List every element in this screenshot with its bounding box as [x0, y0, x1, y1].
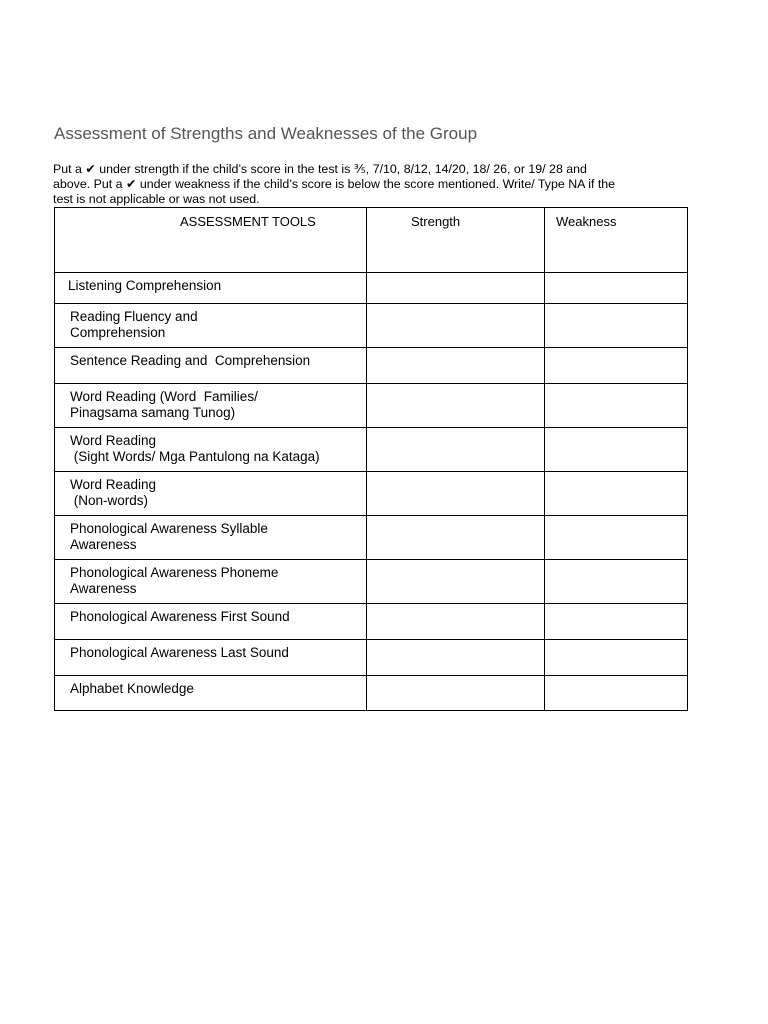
table-row — [55, 516, 688, 560]
tool-name-line-1: Reading Fluency and — [70, 309, 198, 324]
weakness-cell[interactable] — [545, 640, 688, 676]
instructions — [53, 162, 722, 207]
tool-name-line-1: Phonological Awareness Phoneme — [70, 565, 279, 580]
tool-name — [55, 516, 367, 560]
table-header-row — [55, 208, 688, 273]
tool-name-line-1: Word Reading (Word Families/ — [70, 389, 258, 404]
strength-cell[interactable] — [367, 472, 545, 516]
instructions-line-3: test is not applicable or was not used. — [53, 192, 260, 206]
tool-name-line-1: Sentence Reading and Comprehension — [70, 353, 311, 368]
weakness-cell[interactable] — [545, 304, 688, 348]
instructions-line-1: Put a ✔ under strength if the child’s score in the test is ⅗, 7/10, 8/12, 14/20, 18/ 26, or 19/ 28 and — [53, 162, 587, 176]
tool-name — [55, 348, 367, 384]
weakness-cell[interactable] — [545, 273, 688, 304]
tool-name — [55, 640, 367, 676]
table-row — [55, 304, 688, 348]
weakness-cell[interactable] — [545, 384, 688, 428]
weakness-cell[interactable] — [545, 676, 688, 711]
table-row — [55, 472, 688, 516]
tool-name-line-1: Phonological Awareness First Sound — [70, 609, 290, 624]
table-row — [55, 676, 688, 711]
tool-name-line-1: Listening Comprehension — [68, 278, 222, 293]
tool-name-line-1: Word Reading — [70, 477, 157, 492]
assessment-table — [54, 207, 688, 711]
tool-name-line-1: Phonological Awareness Last Sound — [70, 645, 289, 660]
tool-name — [55, 273, 367, 304]
weakness-cell[interactable] — [545, 348, 688, 384]
tool-name — [55, 560, 367, 604]
strength-cell[interactable] — [367, 560, 545, 604]
tool-name-line-1: Word Reading — [70, 433, 157, 448]
strength-cell[interactable] — [367, 384, 545, 428]
table-row — [55, 640, 688, 676]
tool-name — [55, 472, 367, 516]
tool-name-line-2: Comprehension — [70, 325, 166, 340]
strength-cell[interactable] — [367, 273, 545, 304]
tool-name — [55, 384, 367, 428]
table-row — [55, 428, 688, 472]
weakness-cell[interactable] — [545, 560, 688, 604]
table-row — [55, 560, 688, 604]
tool-name-line-1: Alphabet Knowledge — [70, 681, 194, 696]
table-row — [55, 604, 688, 640]
tool-name — [55, 604, 367, 640]
tool-name — [55, 676, 367, 711]
tool-name-line-2: Pinagsama samang Tunog) — [70, 405, 236, 420]
strength-cell[interactable] — [367, 428, 545, 472]
weakness-cell[interactable] — [545, 516, 688, 560]
strength-cell[interactable] — [367, 516, 545, 560]
instructions-line-2: above. Put a ✔ under weakness if the child’s score is below the score mentioned. Write/ Type NA if the — [53, 177, 616, 191]
tool-name-line-2: Awareness — [70, 581, 137, 596]
tool-name-line-1: Phonological Awareness Syllable — [70, 521, 268, 536]
header-weakness: Weakness — [545, 208, 688, 273]
tool-name-line-2: Awareness — [70, 537, 137, 552]
tool-name-line-2: (Sight Words/ Mga Pantulong na Kataga) — [70, 449, 320, 464]
header-strength: Strength — [367, 208, 545, 273]
tool-name — [55, 304, 367, 348]
table-row — [55, 273, 688, 304]
header-assessment-tools: ASSESSMENT TOOLS — [55, 208, 367, 273]
strength-cell[interactable] — [367, 348, 545, 384]
weakness-cell[interactable] — [545, 428, 688, 472]
strength-cell[interactable] — [367, 676, 545, 711]
tool-name — [55, 428, 367, 472]
strength-cell[interactable] — [367, 304, 545, 348]
strength-cell[interactable] — [367, 640, 545, 676]
page-title: Assessment of Strengths and Weaknesses of the Group — [54, 124, 478, 143]
strength-cell[interactable] — [367, 604, 545, 640]
weakness-cell[interactable] — [545, 472, 688, 516]
weakness-cell[interactable] — [545, 604, 688, 640]
table-row — [55, 384, 688, 428]
table-row — [55, 348, 688, 384]
tool-name-line-2: (Non-words) — [70, 493, 149, 508]
